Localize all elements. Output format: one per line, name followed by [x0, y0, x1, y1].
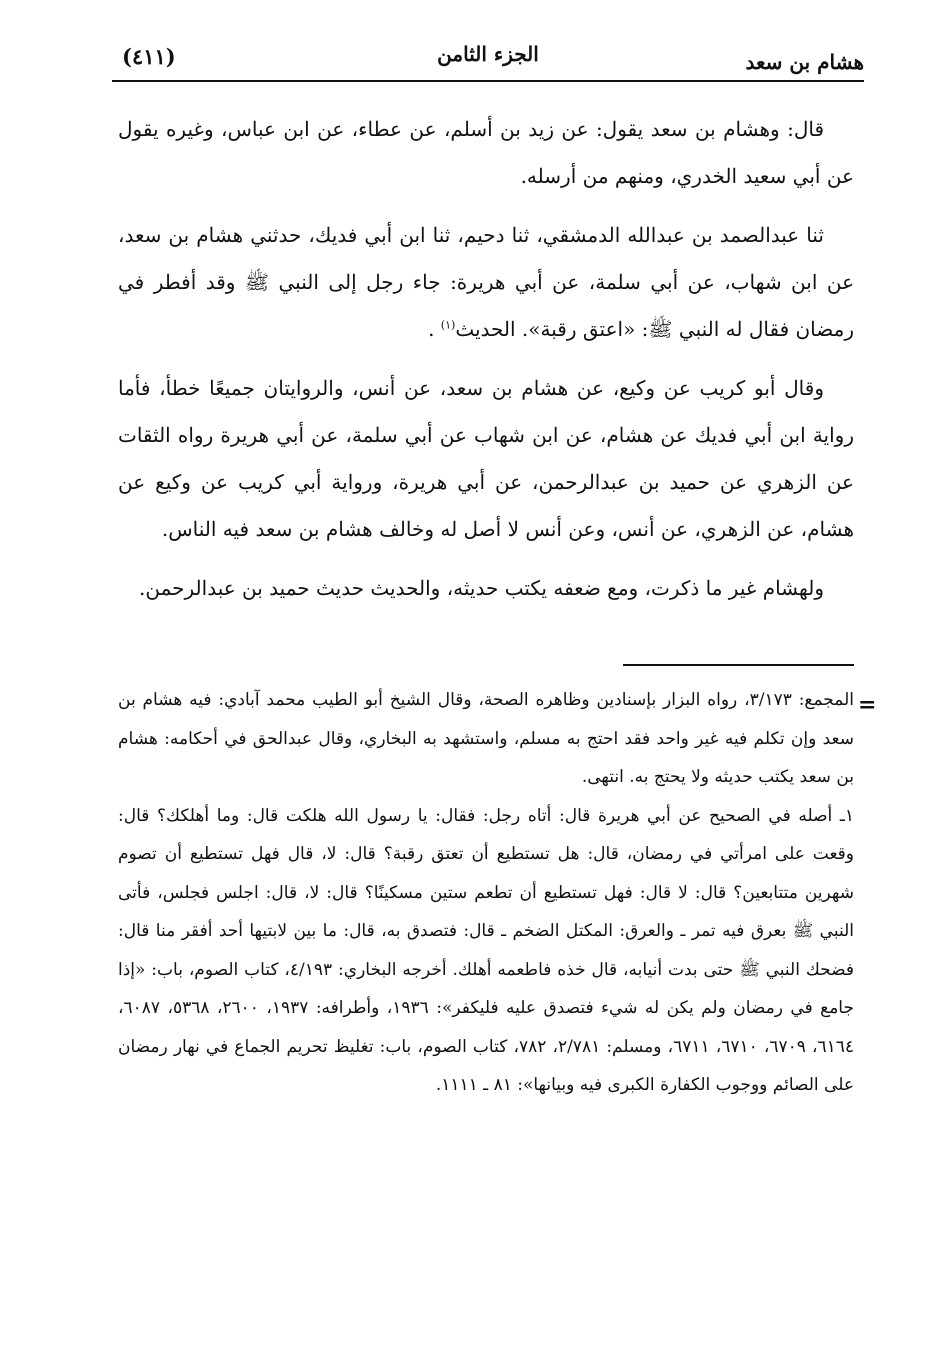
page-header — [112, 38, 864, 78]
page-number: (٤١١) — [122, 44, 176, 69]
paragraph: وقال أبو كريب عن وكيع، عن هشام بن سعد، عن أنس، والروايتان جميعًا خطأ، فأما رواية ابن أبي فديك عن هشام، عن ابن شهاب عن أبي سلمة، عن أبي هريرة رواه الثقات عن الزهري عن حميد بن عبدالرحمن، عن أبي هريرة، ورواية أبي كريب عن وكيع عن هشام، عن الزهري، عن أنس، وعن أنس لا أصل له وخالف هشام بن سعد فيه الناس. — [118, 376, 854, 541]
continuation-mark: = — [858, 692, 877, 718]
paragraph: قال: وهشام بن سعد يقول: عن زيد بن أسلم، عن عطاء، عن ابن عباس، وغيره يقول عن أبي سعيد الخدري، ومنهم من أرسله. — [118, 117, 854, 188]
running-title: هشام بن سعد — [745, 50, 864, 74]
paragraph: ولهشام غير ما ذكرت، ومع ضعفه يكتب حديثه، والحديث حديث حميد بن عبدالرحمن. — [139, 576, 824, 600]
main-text — [118, 106, 854, 624]
footnote: المجمع: ٣/١٧٣، رواه البزار بإسنادين وظاهره الصحة، وقال الشيخ أبو الطيب محمد آبادي: فيه هشام بن سعد وإن تكلم فيه غير واحد فقد احتج به مسلم، واستشهد به البخاري، وقال عبدالحق في أحكامه: هشام بن سعد يكتب حديثه ولا يحتج به. انتهى. — [118, 690, 855, 787]
footnotes — [118, 681, 854, 1105]
footnote-separator — [623, 664, 854, 666]
header-rule — [112, 80, 864, 82]
paragraph: ثنا عبدالصمد بن عبدالله الدمشقي، ثنا دحيم، ثنا ابن أبي فديك، حدثني هشام بن سعد، عن ابن شهاب، عن أبي سلمة، عن أبي هريرة: جاء رجل إلى النبي ﷺ وقد أفطر في رمضان فقال له النبي ﷺ: «اعتق رقبة». الحديث$^{(١)}$ . — [118, 223, 854, 341]
footnote-ref: (١) — [440, 318, 456, 332]
volume-label: الجزء الثامن — [437, 42, 539, 66]
footnote: ١ـ أصله في الصحيح عن أبي هريرة قال: أتاه رجل: فقال: يا رسول الله هلكت قال: وما أهلكك؟ قال: وقعت على امرأتي في رمضان، قال: هل تستطيع أن تعتق رقبة؟ قال: لا، قال فهل تستطيع أن تصوم شهرين متتابعين؟ قال: لا قال: فهل تستطيع أن تطعم ستين مسكينًا؟ قال: لا، قال: اجلس فجلس، فأتى النبي ﷺ بعرق فيه تمر ـ والعرق: المكتل الضخم ـ قال: فتصدق به، قال: ما بين لابتيها أحد أفقر منا قال: فضحك النبي ﷺ حتى بدت أنيابه، قال خذه فاطعمه أهلك. أخرجه البخاري: ٤/١٩٣، كتاب الصوم، باب: «إذا جامع في رمضان ولم يكن له شيء فتصدق عليه فليكفر»: ١٩٣٦، وأطرافه: ١٩٣٧، ٢٦٠٠، ٥٣٦٨، ٦٠٨٧، ٦١٦٤، ٦٧٠٩، ٦٧١٠، ٦٧١١، ومسلم: ٢/٧٨١، ٧٨٢، كتاب الصوم، باب: تغليظ تحريم الجماع في نهار رمضان على الصائم ووجوب الكفارة الكبرى فيه وبيانها»: ٨١ ـ ١١١١. — [118, 805, 855, 1095]
paragraph-text: ثنا عبدالصمد بن عبدالله الدمشقي، ثنا دحيم، ثنا ابن أبي فديك، حدثني هشام بن سعد، عن ابن شهاب، عن أبي سلمة، عن أبي هريرة: جاء رجل إلى النبي ﷺ وقد أفطر في رمضان فقال له النبي ﷺ: «اعتق رقبة». الحديث — [118, 223, 854, 341]
